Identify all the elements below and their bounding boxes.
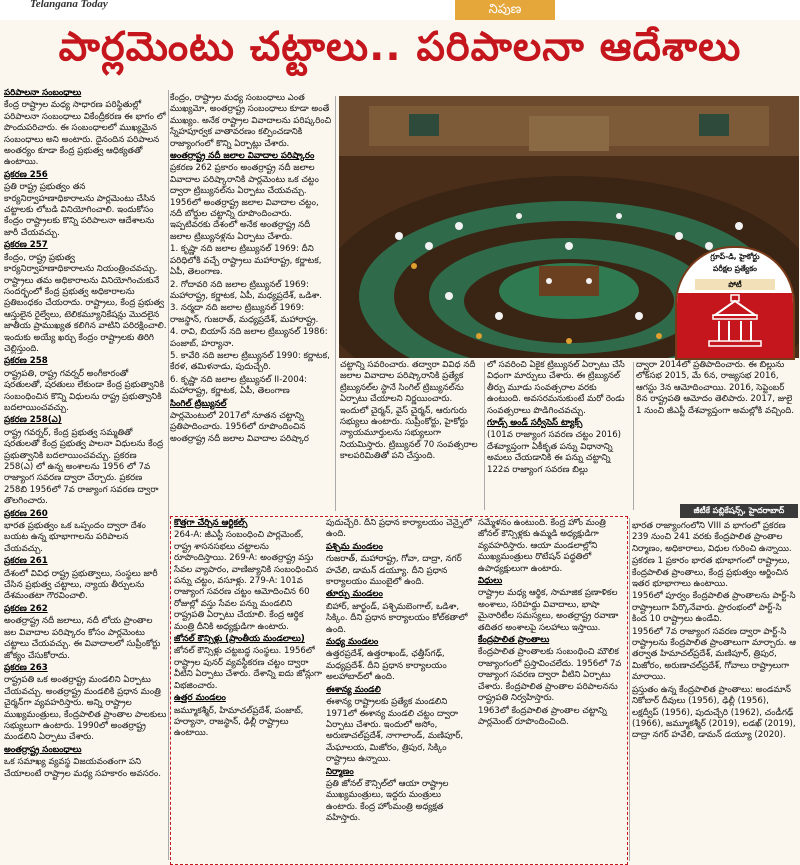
paragraph: సమ్మేళనం ఉంటుంది. కేంద్ర హోం మంత్రి జోనల్ కౌన్సిళ్లకు ఉమ్మడి అధ్యక్షుడిగా వ్యవహరిస్తారు. ఆయా మండలాల్లోని ముఖ్యమంత్రులు రొటేషన్ పద్ధతిలో ఉపాధ్యక్షులుగా ఉంటారు. xyxy=(478,518,606,574)
paragraph: కేంద్ర రాష్ట్రాల మధ్య సాధారణ పరిస్థితుల్లో పరిపాలనా సంబంధాలు వికేంద్రీకరణ ఈ భాగం లో పొందుపరిచారు. ఈ సంబంధాలలో ముఖ్యమైన సంబంధాలు అని అంటారు. దైనందిన పరిపాలన అంతర్యం కూడా కేంద్ర ప్రభుత్వ ఆధిక్యతతో ఉంటాయి. xyxy=(4,100,166,168)
publisher-credit: జీటీకే పబ్లికేషన్స్, హైదరాబాద్ xyxy=(680,504,798,518)
column-divider xyxy=(484,362,485,510)
paragraph: ప్రకరణ 262 ప్రకారం అంతర్రాష్ట్ర నదీ జలాల వివాదాల పరిష్కారానికి పార్లమెంటు ఒక చట్టం ద్వారా ట్రిబ్యునల్‌ను ఏర్పాటు చేయవచ్చు. 1956లో అంతర్రాష్ట్ర జలాల వివాదాల చట్టం, నదీ బోర్డుల చట్టాన్ని రూపొందించారు. ఇప్పటివరకు దేశంలో అనేక అంతర్రాష్ట్ర నదీ జలాల ట్రిబ్యునళ్లను ఏర్పాటు చేశారు. xyxy=(170,163,319,242)
paragraph: బిహార్, జార్ఖండ్, పశ్చిమబెంగాల్, ఒడిశా, సిక్కిం. దీని ప్రధాన కార్యాలయం కోల్‌కతాలో ఉంది. xyxy=(326,601,468,635)
paragraph: ప్రకరణ 1 ప్రకారం భారత భూభాగంలో రాష్ట్రాలు, కేంద్రపాలిత ప్రాంతాలు, కేంద్ర ప్రభుత్వం ఆర్జించిన ఇతర భూభాగాలు ఉంటాయి. xyxy=(632,556,790,590)
paragraph: 4. రావి, బియాస్ నది జలాల ట్రిబ్యునల్ 1986: పంజాబ్, హర్యానా. xyxy=(170,327,328,349)
masthead-label: నిపుణ xyxy=(455,0,555,20)
paragraph: ఈశాన్య రాష్ట్రాలకు ప్రత్యేక మండలిని 1971లో ఈశాన్య మండలి చట్టం ద్వారా ఏర్పాటు చేశారు. ఇందులో అసోం, అరుణాచల్‌ప్రదేశ్, నాగాలాండ్, మణిపూర్, మేఘాలయ, మిజోరం, త్రిపుర, సిక్కిం రాష్ట్రాలు ఉన్నాయి. xyxy=(326,697,464,765)
section-heading: విధులు xyxy=(478,576,503,587)
paragraph: జమ్మూకశ్మీర్, హిమాచల్‌ప్రదేశ్, పంజాబ్, హర్యానా, రాజస్థాన్, ఢిల్లీ రాష్ట్రాలు ఉంటాయి. xyxy=(174,705,304,739)
paragraph: గుజరాత్, మహారాష్ట్ర, గోవా, దాద్రా, నగర్ హవేలి, డామన్ డయ్యూ. దీని ప్రధాన కార్యాలయం ముంబైలో ఉంది. xyxy=(326,554,462,588)
exam-special-badge xyxy=(675,246,795,360)
section-heading: కేంద్రపాలిత ప్రాంతాలు xyxy=(478,635,550,646)
parliament-building-icon xyxy=(677,293,793,358)
paragraph: 264-A: జీఎస్టీ సంబంధించి పార్లమెంట్, రాష్ట్ర శాసనసభలు చట్టాలను రూపొందిస్తాయి. 269-A: అంతర్రాష్ట్ర వస్తు సేవల వ్యాపారం, వాణిజ్యానికి సంబంధించిన పన్ను చట్టం, వసూళ్లు. 279-A: 101వ రాజ్యాంగ సవరణ చట్టం ఆమోదించిన 60 రోజుల్లో వస్తు సేవల పన్ను మండలిని రాష్ట్రపతి ఏర్పాటు చేయాలి. కేంద్ర ఆర్థిక మంత్రి దీనికి అధ్యక్షుడిగా ఉంటారు. xyxy=(174,530,319,632)
section-heading: అంతర్రాష్ట్ర నదీ జలాల వివాదాల పరిష్కారం xyxy=(170,151,315,162)
paragraph: 2. గోదావరి నది జలాల ట్రిబ్యునల్ 1969: మహారాష్ట్ర, కర్ణాటక, ఏపీ, మధ్యప్రదేశ్, ఒడిశా. xyxy=(170,279,322,301)
paragraph: ద్వారా 2014లో ప్రతిపాదించారు. ఈ బిల్లును లోక్‌సభ 2015, మే 6న, రాజ్యసభ 2016, ఆగస్టు 3న ఆమోదించాయి. 2016, సెప్టెంబర్ 8న రాష్ట్రపతి ఆమోదం తెలిపారు. 2017, జులై 1 నుంచి జీఎస్టీ దేశవ్యాప్తంగా అమల్లోకి వచ్చింది. xyxy=(636,360,795,416)
paragraph: అంతర్రాష్ట్ర నదీ జలాలు, నదీ లోయ ప్రాంతాల జల వివాదాల పరిష్కారం కోసం పార్లమెంటు చట్టాలు చేయవచ్చు. ఈ వివాదాలలో సుప్రీంకోర్టు జోక్యం చేసుకోరాదు. xyxy=(4,616,161,661)
article-column-3 xyxy=(340,360,483,508)
box-column-3 xyxy=(478,518,624,861)
section-heading: నిర్మాణం xyxy=(326,766,354,777)
section-heading: జోనల్ కౌన్సిళ్లు (ప్రాంతీయ మండలాలు) xyxy=(174,634,305,645)
paragraph: పార్లమెంటులో 2017లో నూతన చట్టాన్ని ప్రతిపాదించారు. 1956లో రూపొందించిన అంతర్రాష్ట్ర నదీ జలాల వివాదాల పరిష్కార xyxy=(170,410,309,444)
section-heading: ప్రకరణ 258(ఎ) xyxy=(4,415,62,426)
paragraph: దేశంలో వివిధ రాష్ట్ర ప్రభుత్వాలు, సంస్థలు జారీ చేసిన ప్రభుత్వ చట్టాలు, న్యాయ తీర్పులను దేశమంతటా గౌరవించాలి. xyxy=(4,568,158,602)
section-heading: ప్రకరణ 257 xyxy=(4,240,48,251)
paragraph: కేంద్రపాలిత ప్రాంతాలకు సంబంధించి మౌలిక రాజ్యాంగంలో ప్రస్తావించలేదు. 1956లో 7వ రాజ్యాంగ సవరణ ద్వారా వీటిని ఏర్పాటు చేశారు. కేంద్రపాలిత ప్రాంతాల పరిపాలనను రాష్ట్రపతి నిర్వహిస్తారు. xyxy=(478,647,622,704)
paragraph: రాష్ట్రపతి, రాష్ట్ర గవర్నర్ అంగీకారంతో షరతులతో, షరతులు లేకుండా కేంద్ర ప్రభుత్వానికి సంబంధించిన కొన్ని విధులను రాష్ట్ర ప్రభుత్వానికి బదలాయించవచ్చు. xyxy=(4,368,164,413)
paragraph: 3. నర్మదా నది జలాల ట్రిబ్యునల్ 1969: రాజస్థాన్, గుజరాత్, మధ్యప్రదేశ్, మహారాష్ట్ర. xyxy=(170,303,319,325)
paragraph: పుదుచ్చేరి. దీని ప్రధాన కార్యాలయం చెన్నైలో ఉంది. xyxy=(326,518,472,540)
brand-logo: Telangana Today xyxy=(30,0,108,10)
page-headline: పార్లమెంటు చట్టాలు.. పరిపాలనా ఆదేశాలు xyxy=(58,24,742,70)
section-heading: ఈశాన్య మండలి xyxy=(326,684,381,695)
article-column-2 xyxy=(170,93,332,513)
article-column-5 xyxy=(636,360,796,500)
column-divider xyxy=(633,362,634,510)
paragraph: 1956లో 7వ రాజ్యాంగ సవరణ ద్వారా పార్ట్-సి రాష్ట్రాలను కేంద్రపాలిత ప్రాంతాలుగా మార్చారు. ఆ తర్వాత హిమాచల్‌ప్రదేశ్, మణిపూర్, త్రిపుర, మిజోరం, అరుణాచల్‌ప్రదేశ్, గోవాలు రాష్ట్రాలుగా మారాయి. xyxy=(632,626,796,683)
article-column-4 xyxy=(487,360,632,508)
paragraph: జోనల్ కౌన్సిళ్లు చట్టబద్ధ సంస్థలు. 1956లో రాష్ట్రాల పునర్ వ్యవస్థీకరణ చట్టం ద్వారా వీటిని ఏర్పాటు చేశారు. దేశాన్ని ఐదు జోన్లుగా విభజించారు. xyxy=(174,646,322,691)
paragraph: రాష్ట్రాల మధ్య ఆర్థిక, సామాజిక ప్రణాళికల అంశాలు, సరిహద్దు వివాదాలు, భాషా మైనారిటీల సమస్యలు, అంతర్రాష్ట్ర రవాణా తదితర అంశాలపై సలహాలు ఇస్తాయి. xyxy=(478,588,619,633)
section-heading: పరిపాలనా సంబంధాలు xyxy=(4,88,82,98)
box-column-2 xyxy=(326,518,474,861)
section-heading: ప్రకరణ 256 xyxy=(4,169,48,180)
badge-line-2: పరీక్షల ప్రత్యేకం xyxy=(713,264,757,273)
box-column-1 xyxy=(174,518,322,861)
paragraph: చట్టాన్ని సవరించారు. తద్వారా వివిధ నదీ జలాల వివాదాల పరిష్కారానికి ప్రత్యేక ట్రిబ్యునల్‌ల స్థానే సింగిల్ ట్రిబ్యునల్‌ను ఏర్పాటు చేయాలని నిర్ణయించారు. ఇందులో చైర్మన్, వైస్ చైర్మన్, ఆరుగురు సభ్యులు ఉంటారు. సుప్రీంకోర్టు, హైకోర్టు న్యాయమూర్తులను సభ్యులుగా నియమిస్తారు. ట్రిబ్యునల్ 70 సంవత్సరాల కాలపరిమితితో పని చేస్తుంది. xyxy=(340,360,478,462)
section-heading: ప్రకరణ 263 xyxy=(4,662,48,673)
paragraph: కేంద్రం, రాష్ట్రాల మధ్య సంబంధాలు ఎంత ముఖ్యమో, అంతర్రాష్ట్ర సంబంధాలు కూడా అంతే ముఖ్యం. అనేక రాష్ట్రాల వివాదాలను పరిష్కరించి స్నేహపూర్వక వాతావరణం కల్పించడానికి రాజ్యాంగంలో కొన్ని ఏర్పాట్లు చేశారు. xyxy=(170,93,332,149)
section-heading: గూడ్స్ అండ్ సర్వీసెస్ ట్యాక్స్ xyxy=(487,418,583,429)
section-heading: తూర్పు మండలం xyxy=(326,589,383,600)
section-heading: కొత్తగా చేర్చిన ఆర్టికల్స్ xyxy=(174,518,248,528)
paragraph: 5. కావేరి నది జలాల ట్రిబ్యునల్ 1990: కర్ణాటక, కేరళ, తమిళనాడు, పుదుచ్చేరి. xyxy=(170,350,330,373)
section-heading: సింగిల్ ట్రిబ్యునల్ xyxy=(170,398,227,409)
article-column-6 xyxy=(632,521,798,863)
paragraph: రాష్ట్ర గవర్నర్, కేంద్ర ప్రభుత్వ సమ్మతితో షరతులతో కేంద్ర ప్రభుత్వ పాలనా విధులను కేంద్ర ప్రభుత్వానికి బదలాయించవచ్చు. ప్రకరణ 258(ఎ) లో ఉన్న అంశాలను 1956 లో 7వ రాజ్యాంగ సవరణ ద్వారా చేర్చారు. ప్రకరణ 258బి 1956లో 7వ రాజ్యాంగ సవరణ ద్వారా తొలగించారు. xyxy=(4,427,164,507)
section-heading: ప్రకరణ 262 xyxy=(4,603,48,614)
section-heading: ఉత్తర మండలం xyxy=(174,693,226,704)
paragraph: ప్రతి రాష్ట్ర ప్రభుత్వం తన కార్యనిర్వాహణాధికారాలను పార్లమెంటు చేసిన చట్టాలకు లోబడి వినియోగించాలి. ఇందుకోసం కేంద్రం రాష్ట్రాలకు కొన్ని పరిపాలనా ఆదేశాలను జారీ చేయవచ్చు. xyxy=(4,182,156,238)
paragraph: కేంద్రం, రాష్ట్ర ప్రభుత్వ కార్యనిర్వాహణాధికారాలను నియంత్రించవచ్చు. రాష్ట్రాలు తమ అధికారాలను వినియోగించుకునే సందర్భంలో కేంద్ర ప్రభుత్వ అధికారాలను ప్రతిబంధకం చేయరాదు. రాష్ట్రాలు, కేంద్ర ప్రభుత్వ ఆస్తులైన రైల్వేలు, టెలికమ్యూనికేషన్లు మొదలైన జాతీయ ప్రాముఖ్యత కలిగిన వాటిని పరిరక్షించాలి. ఇందుకు అయ్యే ఖర్చు కేంద్రం రాష్ట్రాలకు తిరిగి చెల్లిస్తుంది. xyxy=(4,252,167,354)
section-heading: పశ్చిమ మండలం xyxy=(326,541,383,552)
paragraph: 1963లో కేంద్రపాలిత ప్రాంతాల చట్టాన్ని పార్లమెంట్ రూపొందించింది. xyxy=(478,705,607,727)
badge-line-3: పోటీ xyxy=(695,279,775,290)
section-heading: ప్రకరణ 261 xyxy=(4,556,48,567)
article-column-1 xyxy=(4,88,167,861)
paragraph: 1956లో పూర్వం కేంద్రపాలిత ప్రాంతాలను పార్ట్-సి రాష్ట్రాలుగా పేర్కొనేవారు. ప్రారంభంలో పార్ట్-సి కింద 10 రాష్ట్రాలు ఉండేవి. xyxy=(632,591,796,625)
paragraph: ఉత్తరప్రదేశ్, ఉత్తరాఖండ్, ఛత్తీస్‌గఢ్, మధ్యప్రదేశ్. దీని ప్రధాన కార్యాలయం అలహాబాద్‌లో ఉంది. xyxy=(326,649,447,683)
section-heading: ప్రకరణ 260 xyxy=(4,508,48,519)
paragraph: భారత రాజ్యాంగంలోని VIII వ భాగంలో ప్రకరణ 239 నుంచి 241 వరకు కేంద్రపాలిత ప్రాంతాల నిర్మాణం, అధికారాలు, విధుల గురించి ఉన్నాయి. xyxy=(632,521,792,554)
column-divider xyxy=(168,90,169,860)
paragraph: (101వ రాజ్యాంగ సవరణ చట్టం 2016) దేశవ్యాప్తంగా ఏకీకృత పన్ను విధానాన్ని అమలు చేయడానికి ఈ పన్ను చట్టాన్ని 122వ రాజ్యాంగ సవరణ బిల్లు xyxy=(487,430,622,475)
paragraph: ఒక సమాఖ్య వ్యవస్థ విజయవంతంగా పని చేయాలంటే రాష్ట్రాల మధ్య సహకారం అవసరం. xyxy=(4,757,161,779)
top-bar xyxy=(0,0,800,20)
paragraph: లో సవరించి ఏకైక ట్రిబ్యునల్ ఏర్పాటు చేసే విధంగా మార్పులు చేశారు. ఈ ట్రిబ్యునల్ తీర్పు మూడు సంవత్సరాల వరకు ఉంటుంది. అవసరమనుకుంటే మరో రెండు సంవత్సరాలు పొడిగించవచ్చు. xyxy=(487,360,625,416)
paragraph: 6. కృష్ణా నది జలాల ట్రిబ్యునల్ II-2004: మహారాష్ట్ర, కర్ణాటక, ఏపీ, తెలంగాణ xyxy=(170,374,308,397)
paragraph: రాష్ట్రపతి ఒక అంతర్రాష్ట్ర మండలిని ఏర్పాటు చేయవచ్చు. అంతర్రాష్ట్ర మండలికి ప్రధాన మంత్రి చైర్మన్‌గా వ్యవహరిస్తారు. అన్ని రాష్ట్రాల ముఖ్యమంత్రులు, కేంద్రపాలిత ప్రాంతాల పాలకులు సభ్యులుగా ఉంటారు. 1990లో అంతర్రాష్ట్ర మండలిని ఏర్పాటు చేశారు. xyxy=(4,675,167,743)
badge-line-1: గ్రూప్-డి, హైకోర్టు xyxy=(710,252,760,261)
section-heading: ప్రకరణ 258 xyxy=(4,356,48,367)
badge-building-area xyxy=(677,293,793,358)
column-divider xyxy=(629,518,630,861)
paragraph: భారత ప్రభుత్వం ఒక ఒప్పందం ద్వారా దేశం బయట ఉన్న భూభాగాలను పరిపాలన చేయవచ్చు. xyxy=(4,521,146,554)
paragraph: ప్రస్తుతం ఉన్న కేంద్రపాలిత ప్రాంతాలు: అండమాన్ నికోబార్ దీవులు (1956), ఢిల్లీ (1956), లక్షద్వీప్ (1956), పుదుచ్చేరి (1962), చండీగఢ్ (1966), జమ్మూకశ్మీర్ (2019), లడఖ్ (2019), దాద్రా నగర్ హవేలి, డామన్ డయ్యూ (2020). xyxy=(632,684,796,741)
section-heading: మధ్య మండలం xyxy=(326,637,379,648)
paragraph: ప్రతి జోనల్ కౌన్సిల్‌లో ఆయా రాష్ట్రాల ముఖ్యమంత్రులు, ఇద్దరు మంత్రులు ఉంటారు. కేంద్ర హోంమంత్రి అధ్యక్షత వహిస్తారు. xyxy=(326,778,449,824)
section-heading: అంతర్రాష్ట్ర సంబంధాలు xyxy=(4,744,82,755)
column-divider xyxy=(335,96,336,511)
paragraph: 1. కృష్ణా నది జలాల ట్రిబ్యునల్ 1969: దీని పరిధిలోకి వచ్చే రాష్ట్రాలు మహారాష్ట్ర, కర్ణాటక, ఏపీ, తెలంగాణ. xyxy=(170,244,322,278)
